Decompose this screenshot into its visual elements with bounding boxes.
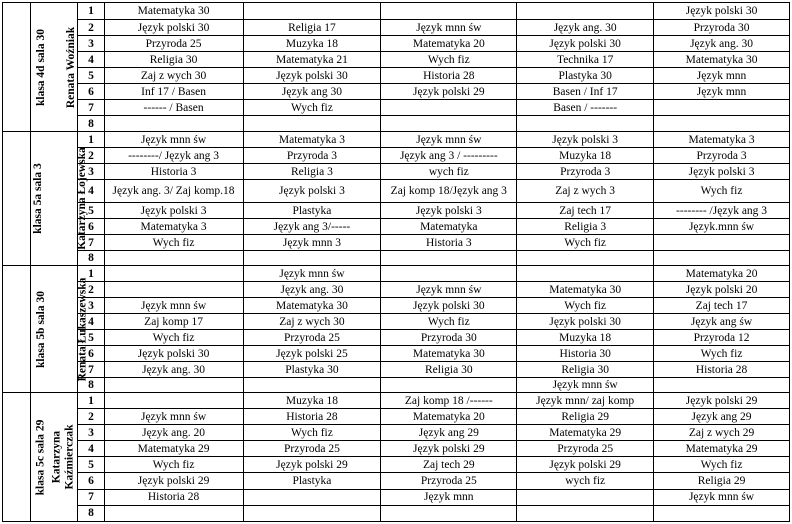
lesson-cell: Technika 17 xyxy=(517,52,654,68)
lesson-cell: Zaj tech 29 xyxy=(381,457,517,473)
lesson-cell xyxy=(104,393,243,409)
teacher-name-line: Renata Łukaszewska xyxy=(76,277,89,382)
lesson-cell: Przyroda 30 xyxy=(654,20,790,36)
lesson-cell: Język ang. 3/ Zaj komp.18 xyxy=(104,180,243,203)
lesson-cell: wych fiz xyxy=(381,164,517,180)
lesson-cell: Matematyka 30 xyxy=(104,3,243,20)
lesson-cell: Język ang 29 xyxy=(381,425,517,441)
table-row xyxy=(3,409,790,425)
lesson-cell: Wych fiz xyxy=(104,330,243,346)
lesson-number: 1 xyxy=(78,266,104,282)
lesson-number: 8 xyxy=(78,378,104,393)
timetable xyxy=(2,2,790,522)
lesson-cell: Język polski 29 xyxy=(104,473,243,489)
class-label xyxy=(3,132,44,266)
lesson-number: 1 xyxy=(78,3,104,20)
lesson-cell: Język polski 3 xyxy=(654,164,790,180)
table-row xyxy=(3,235,790,251)
lesson-cell: Wych fiz xyxy=(243,425,381,441)
teacher-name-text xyxy=(51,425,77,490)
lesson-cell: Przyroda 12 xyxy=(654,330,790,346)
lesson-number: 4 xyxy=(78,52,104,68)
table-row xyxy=(3,425,790,441)
lesson-cell xyxy=(243,505,381,521)
lesson-cell: Matematyka 3 xyxy=(243,132,381,148)
lesson-cell xyxy=(243,116,381,132)
lesson-cell: Przyroda 3 xyxy=(517,164,654,180)
lesson-cell: Język ang 3 / --------- xyxy=(381,148,517,164)
lesson-number: 3 xyxy=(78,164,104,180)
teacher-name-line: Renata Woźniak xyxy=(65,26,78,108)
lesson-cell: Język ang. 30 xyxy=(654,36,790,52)
lesson-cell xyxy=(381,3,517,20)
table-row xyxy=(3,393,790,409)
table-row xyxy=(3,330,790,346)
lesson-cell xyxy=(104,251,243,266)
lesson-cell: Język mnn św xyxy=(381,282,517,298)
lesson-cell: Religia 17 xyxy=(243,20,381,36)
class-label xyxy=(3,266,48,393)
lesson-cell: Zaj z wych 30 xyxy=(243,314,381,330)
lesson-number: 4 xyxy=(78,441,104,457)
table-row xyxy=(3,219,790,235)
lesson-number: 8 xyxy=(78,505,104,521)
teacher-name-text xyxy=(65,26,78,107)
lesson-cell: Język mnn xyxy=(654,84,790,100)
lesson-cell: Język ang. 20 xyxy=(104,425,243,441)
table-row xyxy=(3,489,790,505)
lesson-cell xyxy=(104,116,243,132)
lesson-cell: Wych fiz xyxy=(654,457,790,473)
lesson-cell: Przyroda 25 xyxy=(104,36,243,52)
table-row xyxy=(3,441,790,457)
lesson-cell: Zaj komp 17 xyxy=(104,314,243,330)
lesson-cell: Język polski 30 xyxy=(104,20,243,36)
teacher-name-text xyxy=(77,277,90,381)
lesson-cell: wych fiz xyxy=(517,473,654,489)
table-row xyxy=(3,505,790,521)
lesson-cell xyxy=(381,505,517,521)
lesson-number: 2 xyxy=(78,148,104,164)
lesson-cell: Język polski 29 xyxy=(381,84,517,100)
lesson-cell: Wych fiz xyxy=(104,457,243,473)
lesson-cell: Język ang 30 xyxy=(243,84,381,100)
lesson-number: 6 xyxy=(78,219,104,235)
lesson-number: 3 xyxy=(78,425,104,441)
table-row xyxy=(3,3,790,20)
table-row xyxy=(3,20,790,36)
lesson-cell xyxy=(654,378,790,393)
lesson-number: 7 xyxy=(78,489,104,505)
lesson-cell: Język mnn św xyxy=(517,378,654,393)
lesson-cell: Matematyka 3 xyxy=(654,132,790,148)
lesson-cell: Matematyka 3 xyxy=(104,219,243,235)
lesson-number: 3 xyxy=(78,36,104,52)
lesson-cell: Przyroda 25 xyxy=(243,441,381,457)
lesson-cell: Język mnn św xyxy=(243,266,381,282)
lesson-cell: Historia 28 xyxy=(243,409,381,425)
lesson-cell: Matematyka 30 xyxy=(517,282,654,298)
lesson-cell xyxy=(381,251,517,266)
table-row xyxy=(3,266,790,282)
lesson-cell: Język ang 3/----- xyxy=(243,219,381,235)
table-row xyxy=(3,362,790,378)
lesson-cell xyxy=(104,378,243,393)
lesson-cell: Wych fiz xyxy=(243,100,381,116)
lesson-cell: Wych fiz xyxy=(517,235,654,251)
lesson-cell: Język polski 3 xyxy=(243,180,381,203)
lesson-cell: Religia 30 xyxy=(104,52,243,68)
lesson-cell: Język ang. 30 xyxy=(104,362,243,378)
lesson-cell: Wych fiz xyxy=(654,346,790,362)
lesson-cell: Matematyka 30 xyxy=(654,52,790,68)
lesson-cell xyxy=(104,505,243,521)
lesson-number: 1 xyxy=(78,393,104,409)
lesson-cell: Wych fiz xyxy=(654,180,790,203)
lesson-cell: Wych fiz xyxy=(517,298,654,314)
lesson-cell: Język polski 29 xyxy=(243,457,381,473)
lesson-cell: Plastyka 30 xyxy=(243,362,381,378)
lesson-cell: Język mnn/ zaj komp xyxy=(517,393,654,409)
class-label xyxy=(3,3,48,132)
lesson-cell: Inf 17 / Basen xyxy=(104,84,243,100)
lesson-cell: Język polski 3 xyxy=(517,132,654,148)
lesson-cell: Język polski 3 xyxy=(381,203,517,219)
lesson-cell: Historia 3 xyxy=(381,235,517,251)
lesson-cell: Język polski 29 xyxy=(381,441,517,457)
lesson-cell: -------- /Język ang 3 xyxy=(654,203,790,219)
lesson-cell xyxy=(104,282,243,298)
lesson-number: 2 xyxy=(78,409,104,425)
lesson-cell: Religia 30 xyxy=(517,362,654,378)
lesson-cell: Religia 3 xyxy=(517,219,654,235)
lesson-cell: Język polski 20 xyxy=(654,282,790,298)
lesson-cell: Zaj tech 17 xyxy=(517,203,654,219)
table-row xyxy=(3,116,790,132)
lesson-number: 5 xyxy=(78,68,104,84)
lesson-cell: Język.mnn św xyxy=(654,219,790,235)
lesson-cell xyxy=(654,116,790,132)
lesson-cell: Zaj z wych 30 xyxy=(104,68,243,84)
table-row xyxy=(3,84,790,100)
lesson-number: 4 xyxy=(78,314,104,330)
lesson-number: 6 xyxy=(78,84,104,100)
lesson-cell: Muzyka 18 xyxy=(517,148,654,164)
lesson-cell xyxy=(517,251,654,266)
lesson-cell: Plastyka 30 xyxy=(517,68,654,84)
lesson-cell: Matematyka 30 xyxy=(243,298,381,314)
table-row xyxy=(3,298,790,314)
lesson-number: 5 xyxy=(78,203,104,219)
lesson-number: 1 xyxy=(78,132,104,148)
teacher-name-line: Katarzyna Łojewska xyxy=(75,147,88,250)
lesson-cell: Matematyka 20 xyxy=(654,266,790,282)
table-row xyxy=(3,52,790,68)
lesson-cell: Język mnn xyxy=(381,489,517,505)
lesson-cell: Język mnn św xyxy=(104,409,243,425)
table-row xyxy=(3,251,790,266)
lesson-number: 7 xyxy=(78,362,104,378)
lesson-cell: Język mnn 3 xyxy=(243,235,381,251)
lesson-cell xyxy=(654,100,790,116)
lesson-cell xyxy=(517,266,654,282)
lesson-cell: Przyroda 25 xyxy=(243,330,381,346)
lesson-cell: Język polski 30 xyxy=(104,346,243,362)
table-row xyxy=(3,36,790,52)
lesson-cell: Język ang. 30 xyxy=(243,282,381,298)
lesson-cell: Język ang 29 xyxy=(654,409,790,425)
lesson-cell: --------/ Język ang 3 xyxy=(104,148,243,164)
lesson-number: 2 xyxy=(78,20,104,36)
lesson-cell: Język ang. 30 xyxy=(517,20,654,36)
lesson-cell: Plastyka xyxy=(243,473,381,489)
lesson-cell: Przyroda 3 xyxy=(654,148,790,164)
lesson-cell: Język polski 3 xyxy=(104,203,243,219)
table-row xyxy=(3,473,790,489)
lesson-cell: Matematyka 20 xyxy=(381,409,517,425)
lesson-cell: Język mnn św xyxy=(381,20,517,36)
table-row xyxy=(3,457,790,473)
lesson-cell: Zaj z wych 3 xyxy=(517,180,654,203)
lesson-cell: Plastyka xyxy=(243,203,381,219)
lesson-cell xyxy=(381,266,517,282)
lesson-number: 8 xyxy=(78,251,104,266)
lesson-number: 7 xyxy=(78,235,104,251)
lesson-cell: Wych fiz xyxy=(381,314,517,330)
lesson-cell: Matematyka 29 xyxy=(654,441,790,457)
lesson-cell: Religia 29 xyxy=(517,409,654,425)
lesson-cell: Język polski 29 xyxy=(517,457,654,473)
lesson-number: 8 xyxy=(78,116,104,132)
class-label xyxy=(3,393,47,522)
lesson-cell: Wych fiz xyxy=(381,52,517,68)
teacher-name-text xyxy=(76,147,89,250)
teacher-name-line: Kaźmierczak xyxy=(63,424,76,490)
table-row xyxy=(3,378,790,393)
table-row xyxy=(3,100,790,116)
lesson-cell: Muzyka 18 xyxy=(243,393,381,409)
lesson-cell xyxy=(517,505,654,521)
lesson-cell: Basen / ------- xyxy=(517,100,654,116)
lesson-cell: Przyroda 25 xyxy=(517,441,654,457)
lesson-cell: Historia 28 xyxy=(104,489,243,505)
lesson-cell: Historia 28 xyxy=(381,68,517,84)
lesson-number: 5 xyxy=(78,330,104,346)
class-label-text: klasa 4d sala 30 xyxy=(35,28,48,106)
lesson-cell: Język mnn św xyxy=(104,132,243,148)
lesson-cell: Język polski 25 xyxy=(243,346,381,362)
lesson-cell: Religia 3 xyxy=(243,164,381,180)
lesson-cell: Wych fiz xyxy=(104,235,243,251)
lesson-cell: Historia 3 xyxy=(104,164,243,180)
lesson-cell: Matematyka 30 xyxy=(381,346,517,362)
class-label-text: klasa 5b sala 30 xyxy=(35,290,48,368)
lesson-cell xyxy=(654,235,790,251)
class-label-text: klasa 5a sala 3 xyxy=(31,163,44,235)
table-row xyxy=(3,148,790,164)
lesson-cell xyxy=(381,100,517,116)
lesson-cell: Język mnn św xyxy=(104,298,243,314)
lesson-cell: Matematyka 29 xyxy=(517,425,654,441)
lesson-number: 5 xyxy=(78,457,104,473)
lesson-cell xyxy=(104,266,243,282)
lesson-cell xyxy=(517,489,654,505)
lesson-cell xyxy=(381,378,517,393)
lesson-cell xyxy=(517,116,654,132)
lesson-cell: Matematyka xyxy=(381,219,517,235)
table-row xyxy=(3,132,790,148)
lesson-cell: Historia 30 xyxy=(517,346,654,362)
lesson-cell: Religia 29 xyxy=(654,473,790,489)
lesson-cell xyxy=(654,251,790,266)
lesson-cell: Język polski 30 xyxy=(243,68,381,84)
lesson-cell: Matematyka 21 xyxy=(243,52,381,68)
lesson-cell xyxy=(243,378,381,393)
lesson-number: 7 xyxy=(78,100,104,116)
lesson-number: 6 xyxy=(78,473,104,489)
lesson-cell xyxy=(517,3,654,20)
lesson-cell: Zaj tech 17 xyxy=(654,298,790,314)
class-label-text: klasa 5c sala 29 xyxy=(34,419,47,496)
lesson-cell: Język ang św xyxy=(654,314,790,330)
lesson-cell xyxy=(243,251,381,266)
lesson-cell: Język mnn św xyxy=(654,489,790,505)
lesson-cell: Basen / Inf 17 xyxy=(517,84,654,100)
lesson-cell: Historia 28 xyxy=(654,362,790,378)
table-row xyxy=(3,203,790,219)
teacher-name-line: Katarzyna xyxy=(50,431,63,484)
lesson-cell: Przyroda 30 xyxy=(381,330,517,346)
lesson-cell xyxy=(381,116,517,132)
lesson-cell xyxy=(654,505,790,521)
lesson-number: 2 xyxy=(78,282,104,298)
lesson-number: 4 xyxy=(78,180,104,203)
table-row xyxy=(3,164,790,180)
lesson-cell: Język polski 29 xyxy=(654,393,790,409)
lesson-cell: Matematyka 29 xyxy=(104,441,243,457)
lesson-cell: ------ / Basen xyxy=(104,100,243,116)
lesson-cell: Przyroda 25 xyxy=(381,473,517,489)
lesson-number: 3 xyxy=(78,298,104,314)
table-row xyxy=(3,314,790,330)
table-row xyxy=(3,346,790,362)
lesson-cell: Muzyka 18 xyxy=(517,330,654,346)
lesson-cell: Muzyka 18 xyxy=(243,36,381,52)
lesson-cell: Język polski 30 xyxy=(654,3,790,20)
lesson-cell: Zaj komp 18/Język ang 3 xyxy=(381,180,517,203)
lesson-cell xyxy=(243,3,381,20)
table-row xyxy=(3,180,790,203)
lesson-cell: Matematyka 20 xyxy=(381,36,517,52)
lesson-cell: Przyroda 3 xyxy=(243,148,381,164)
lesson-cell: Język mnn św xyxy=(381,132,517,148)
lesson-cell: Zaj komp 18 /------ xyxy=(381,393,517,409)
lesson-cell: Język polski 30 xyxy=(517,314,654,330)
lesson-cell: Zaj z wych 29 xyxy=(654,425,790,441)
lesson-cell: Język polski 30 xyxy=(381,298,517,314)
table-row xyxy=(3,282,790,298)
lesson-number: 6 xyxy=(78,346,104,362)
table-row xyxy=(3,68,790,84)
lesson-cell: Język mnn xyxy=(654,68,790,84)
lesson-cell: Język polski 30 xyxy=(517,36,654,52)
lesson-cell: Religia 30 xyxy=(381,362,517,378)
lesson-cell xyxy=(243,489,381,505)
